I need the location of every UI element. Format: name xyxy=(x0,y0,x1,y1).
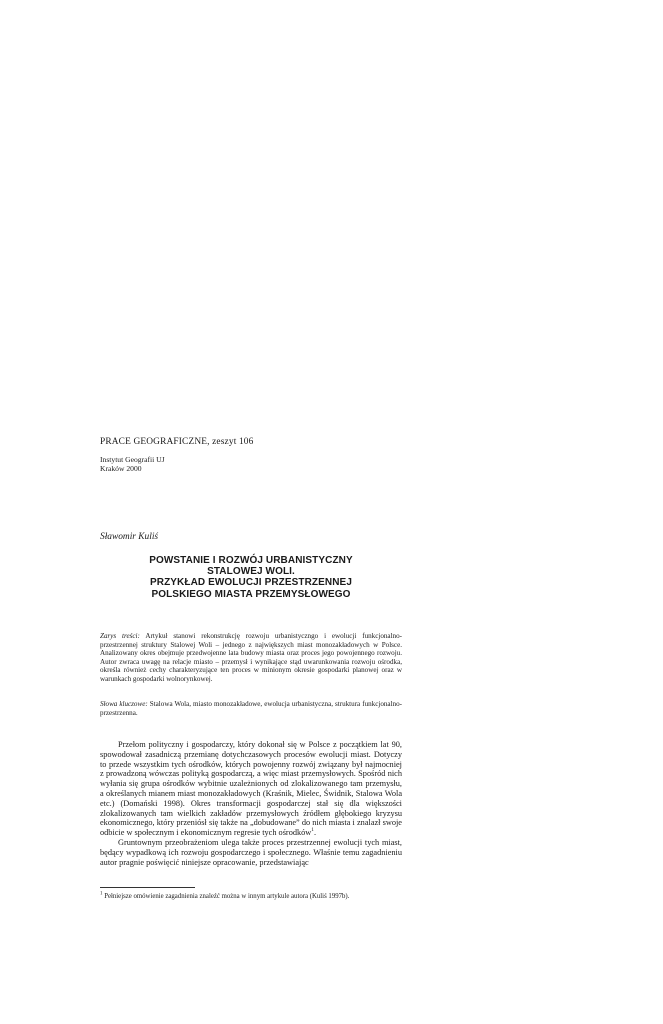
title-line-2: STALOWEJ WOLI. xyxy=(207,566,295,578)
footnote xyxy=(100,893,402,901)
publisher-info xyxy=(100,455,402,473)
footnote-text: Pełniejsze omówienie zagadnienia znaleźć można w innym artykule autora (Kuliś 1997b). xyxy=(104,893,350,900)
place-year: Kraków 2000 xyxy=(100,464,142,473)
paragraph-1 xyxy=(100,740,402,838)
footnote-mark: 1 xyxy=(100,891,103,897)
article-title xyxy=(100,555,402,600)
title-line-3: PRZYKŁAD EWOLUCJI PRZESTRZENNEJ xyxy=(149,577,352,589)
abstract-text: Artykuł stanowi rekonstrukcję rozwoju urbanistyczngo i ewolucji funkcjonalno-przestrzennej struktury Stalowej Woli – jednego z największych miast monozakładowych w Polsce. Analizowany okres obejmuje przedwojenne lata budowy miasta oraz proces jego powojennego rozwoju. Autor zwraca uwagę na relacje miasto – przemysł i wynikające stąd uwarunkowania rozwoju ośrodka, określa również cechy charakteryzujące ten proces w minionym okresie gospodarki planowej oraz w warunkach gospodarki wolnorynkowej. xyxy=(100,632,402,683)
footnote-divider xyxy=(100,887,195,888)
abstract xyxy=(100,632,402,684)
institute-name: Instytut Geografii UJ xyxy=(100,455,165,464)
footnote-ref: 1 xyxy=(311,827,315,834)
paragraph-2: Gruntownym przeobrażeniom ulega także proces przestrzennej ewolucji tych miast, będący wypadkową ich rozwoju gospodarczego i społecznego. Właśnie temu zagadnieniu autor pragnie poświęcić niniejsze opracowanie, przedstawiając xyxy=(100,837,402,867)
title-line-1: POWSTANIE I ROZWÓJ URBANISTYCZNY xyxy=(149,555,353,566)
paragraph-1-end: . xyxy=(314,828,317,838)
keywords xyxy=(100,700,402,717)
keywords-label: Słowa kluczowe: xyxy=(100,700,148,708)
keywords-text: Stalowa Wola, miasto monozakładowe, ewolucja urbanistyczna, struktura funkcjonalno-przestrzenna. xyxy=(100,700,402,717)
abstract-label: Zarys treści: xyxy=(100,632,140,640)
journal-series: PRACE GEOGRAFICZNE, zeszyt 106 xyxy=(100,437,254,447)
body-text xyxy=(100,740,402,867)
title-line-4: POLSKIEGO MIASTA PRZEMYSŁOWEGO xyxy=(151,588,351,600)
paragraph-1-text: Przełom polityczny i gospodarczy, który dokonał się w Polsce z początkiem lat 90, spowodował zasadniczą przemianę dotychczasowych procesów ewolucji miast. Dotyczy to przede wszystkim tych ośrodków, których powojenny rozwój związany był najmocniej z prowadzoną wówczas polityką gospodarczą, a więc miast przemysłowych. Spośród nich wyłania się grupa ośrodków wybitnie uzależnionych od zlokalizowanego tam przemysłu, a określanych mianem miast monozakładowych (Kraśnik, Mielec, Świdnik, Stalowa Wola etc.) (Domański 1998). Okres transformacji gospodarczej stał się dla większości zlokalizowanych tam wielkich zakładów przemysłowych źródłem głębokiego kryzysu ekonomicznego, który przeniósł się także na „dobudowane” do nich miasta i znalazł swoje odbicie w społecznym i ekonomicznym regresie tych ośrodków xyxy=(100,740,402,838)
author-name: Sławomir Kuliś xyxy=(100,532,159,542)
